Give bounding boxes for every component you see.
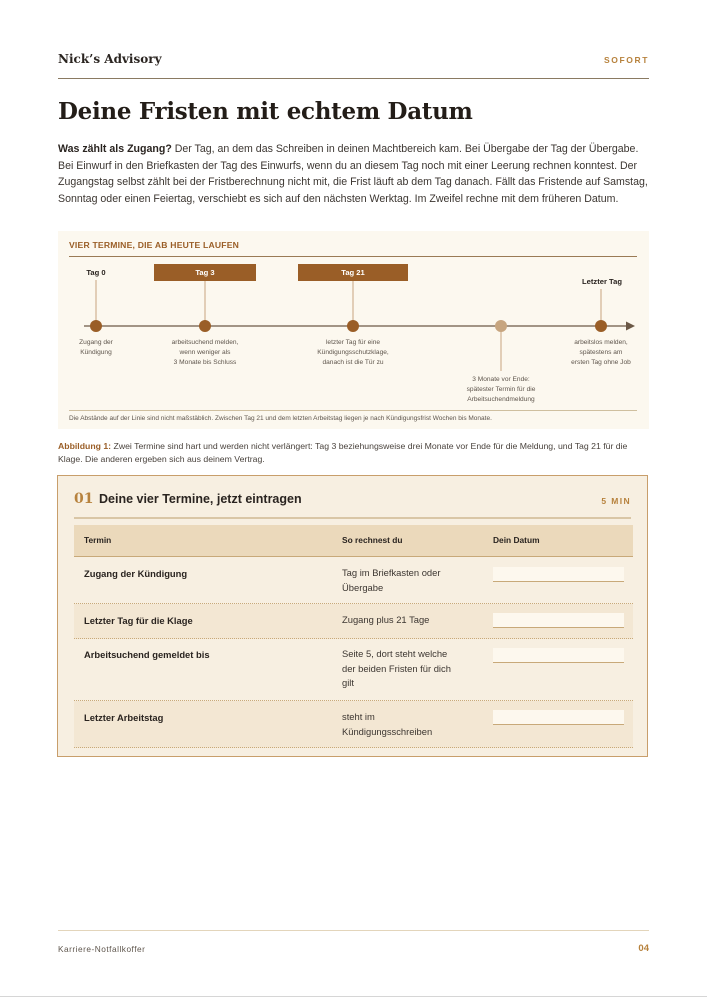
column-header-datum: Dein Datum (493, 535, 540, 545)
column-header-rechnen: So rechnest du (342, 535, 403, 545)
date-input-field[interactable] (493, 613, 624, 628)
page-title: Deine Fristen mit echtem Datum (58, 98, 473, 125)
figure-title: VIER TERMINE, DIE AB HEUTE LAUFEN (69, 240, 240, 250)
intro-lead: Was zählt als Zugang? (58, 143, 172, 155)
card-rule (74, 517, 631, 519)
intro-paragraph (58, 141, 650, 207)
timeline-svg (58, 231, 649, 429)
row-termin: Letzter Arbeitstag (84, 712, 164, 723)
row-termin: Letzter Tag für die Klage (84, 615, 193, 626)
rechnen-line: Tag im Briefkasten oder (342, 567, 441, 578)
desc-line: Kündigungsschutzklage, (317, 349, 389, 356)
timeline-desc-0 (58, 338, 134, 358)
table-row (74, 639, 633, 701)
desc-line: danach ist die Tür zu (322, 359, 384, 366)
timeline-box-2: Tag 21 (298, 264, 408, 281)
desc-line: 3 Monate vor Ende: (472, 376, 530, 383)
timeline-label-4: Letzter Tag (582, 277, 622, 286)
desc-line: letzter Tag für eine (325, 339, 381, 346)
timeline-desc-3 (446, 375, 556, 405)
date-input-field[interactable] (493, 648, 624, 663)
desc-line: Zugang der (79, 339, 113, 346)
intro-text: Der Tag, an dem das Schreiben in deinen Machtbereich kam. Bei Übergabe der Tag der Übergabe. Bei Einwurf in den Briefkasten der Tag des Einwurfs, wenn du an diesem Tag noch mit einer Leerung rechnen konntest. Der Zugangstag selbst zählt bei der Fristberechnung nicht mit, die Frist läuft ab dem Tag danach. Fällt das Fristende auf Samstag, Sonntag oder einen Feiertag, verschiebt es sich auf den nächsten Werktag. Im Zweifel rechne mit dem früheren Datum. (58, 143, 648, 205)
desc-line: 3 Monate bis Schluss (173, 359, 237, 366)
date-input-field[interactable] (493, 710, 624, 725)
card-number: 01 (74, 491, 94, 507)
rechnen-line: der beiden Fristen für dich (342, 662, 451, 674)
timeline-desc-2 (298, 338, 408, 368)
figure-bottom-rule (69, 410, 637, 411)
timeline-figure (58, 231, 649, 429)
timeline-label-0: Tag 0 (86, 268, 106, 277)
desc-line: Kündigung (80, 349, 112, 356)
table-header (74, 525, 633, 557)
timeline-point-3 (495, 320, 507, 332)
timeline-point-0 (90, 320, 102, 332)
table-row (74, 557, 633, 604)
footer-title: Karriere-Notfallkoffer (58, 944, 146, 954)
timeline-arrow-icon (626, 322, 635, 331)
date-input-field[interactable] (493, 567, 624, 582)
rechnen-line: Seite 5, dort steht welche (342, 648, 448, 659)
row-termin: Arbeitsuchend gemeldet bis (84, 649, 210, 660)
timeline-box-1: Tag 3 (154, 264, 256, 281)
row-rechnen (342, 613, 482, 628)
desc-line: ersten Tag ohne Job (571, 359, 631, 366)
page-header (58, 52, 649, 79)
timeline-point-4 (595, 320, 607, 332)
deadlines-table (74, 525, 633, 748)
figure-caption (58, 440, 650, 466)
timeline-desc-4 (558, 338, 644, 368)
desc-line: spätestens am (579, 349, 623, 356)
rechnen-line: gilt (342, 677, 354, 688)
header-tag: SOFORT (603, 55, 649, 65)
desc-line: spätester Termin für die (466, 386, 536, 393)
row-rechnen (342, 710, 482, 739)
row-termin: Zugang der Kündigung (84, 568, 188, 579)
timeline-desc-1 (150, 338, 260, 368)
card-title: Deine vier Termine, jetzt eintragen (99, 492, 302, 506)
column-header-termin: Termin (84, 535, 112, 545)
desc-line: arbeitslos melden, (574, 339, 628, 346)
page-edge (0, 996, 707, 997)
task-card (57, 475, 648, 757)
table-row (74, 604, 633, 639)
row-rechnen (342, 566, 482, 595)
page-footer (58, 930, 649, 961)
timeline-point-2 (347, 320, 359, 332)
brand-name: Nick’s Advisory (58, 52, 162, 66)
rechnen-line: Kündigungsschreiben (342, 725, 433, 737)
rechnen-line: steht im (342, 711, 375, 722)
desc-line: wenn weniger als (179, 349, 231, 356)
rechnen-line: Zugang plus 21 Tage (342, 614, 430, 625)
caption-label: Abbildung 1: (58, 441, 112, 451)
caption-text: Zwei Termine sind hart und werden nicht verlängert: Tag 3 beziehungsweise drei Monate vor Ende für die Meldung, und Tag 21 für die Klage. Die anderen ergeben sich aus deinem Vertrag. (58, 441, 628, 464)
card-duration: 5 MIN (601, 496, 631, 506)
timeline-point-1 (199, 320, 211, 332)
desc-line: Arbeitsuchendmeldung (467, 396, 535, 403)
row-rechnen (342, 647, 482, 691)
table-row (74, 701, 633, 748)
page-number: 04 (638, 943, 649, 954)
figure-note: Die Abstände auf der Linie sind nicht maßstäblich. Zwischen Tag 21 und dem letzten Arbeitstag liegen je nach Kündigungsfrist Wochen bis Monate. (69, 415, 492, 422)
rechnen-line: Übergabe (342, 581, 384, 593)
desc-line: arbeitsuchend melden, (171, 339, 239, 346)
